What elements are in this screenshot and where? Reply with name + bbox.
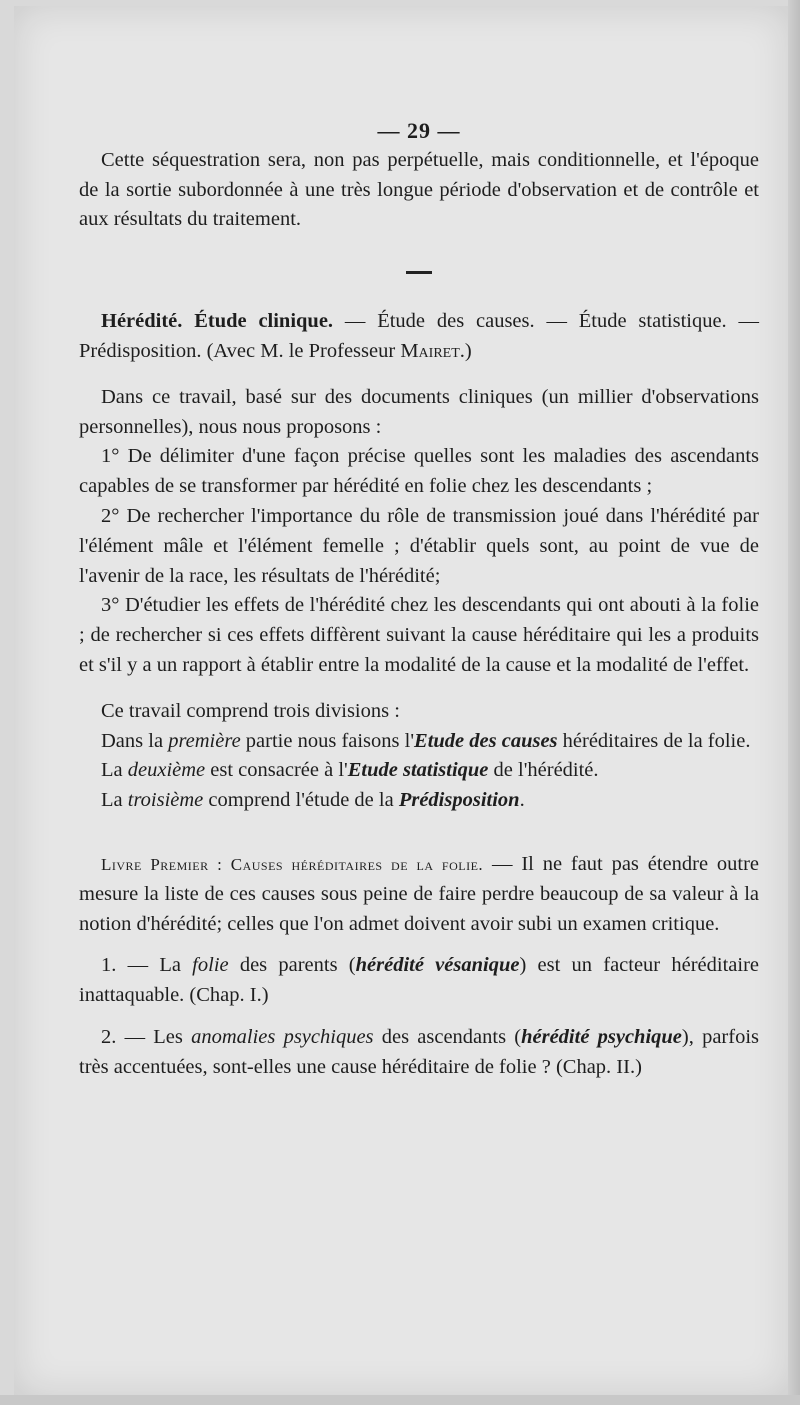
section-separator <box>406 271 432 274</box>
page-number: — 29 — <box>377 118 461 143</box>
paragraph-intro-study: Dans ce travail, basé sur des documents cliniques (un millier d'observations personnelles), nous nous proposons : <box>79 385 759 438</box>
divisions-intro: Ce travail comprend trois divisions : <box>101 699 400 722</box>
page-content <box>79 116 759 1083</box>
list-item-1: 1° De délimiter d'une façon précise quelles sont les maladies des ascendants capables de se transformer par hérédité en folie chez les descendants ; <box>79 445 759 498</box>
division-2: La deuxième est consacrée à l'Etude statistique de l'hérédité. <box>101 759 599 782</box>
chapter-2-paragraph: 2. — Les anomalies psychiques des ascendants (hérédité psychique), parfois très accentuées, sont-elles une cause héréditaire de folie ? (Chap. II.) <box>79 1025 759 1078</box>
heading-title: Hérédité. Étude clinique. <box>101 310 334 333</box>
section-heading <box>79 307 759 367</box>
livre-premier-paragraph <box>79 850 759 939</box>
page-edge-bottom <box>0 1395 800 1405</box>
heading-rest: — Étude des causes. — Étude statistique. — Prédisposition. (Avec M. le Professeur <box>79 310 760 362</box>
chapter-1-paragraph: 1. — La folie des parents (hérédité vésanique) est un facteur héréditaire inattaquable. (Chap. I.) <box>79 954 759 1007</box>
list-item-2: 2° De rechercher l'importance du rôle de transmission joué dans l'hérédité par l'élément mâle et l'élément femelle ; d'établir quels sont, au point de vue de l'avenir de la race, les résultats de l'hérédité; <box>79 504 759 587</box>
book-page <box>14 6 790 1396</box>
heading-author: Mairet <box>400 339 460 362</box>
livre-label: Livre Premier : Causes héréditaires de la folie. <box>101 854 484 874</box>
intro-paragraph: Cette séquestration sera, non pas perpétuelle, mais conditionnelle, et l'époque de la sortie subordonnée à une très longue période d'observation et de contrôle et aux résultats du traitement. <box>79 148 759 231</box>
page-edge-right <box>788 0 800 1405</box>
division-1: Dans la première partie nous faisons l'Etude des causes héréditaires de la folie. <box>101 729 751 752</box>
heading-end: .) <box>459 339 472 362</box>
list-item-3: 3° D'étudier les effets de l'hérédité chez les descendants qui ont abouti à la folie ; de rechercher si ces effets diffèrent suivant la cause héréditaire qui les a produits et s'il y a un rapport à établir entre la modalité de la cause et la modalité de l'effet. <box>79 594 759 676</box>
division-3: La troisième comprend l'étude de la Prédisposition. <box>101 789 525 812</box>
livre-text: — Il ne faut pas étendre outre mesure la liste de ces causes sous peine de faire perdre beaucoup de sa valeur à la notion d'hérédité; celles que l'on admet doivent avoir subi un examen critique. <box>79 852 759 935</box>
